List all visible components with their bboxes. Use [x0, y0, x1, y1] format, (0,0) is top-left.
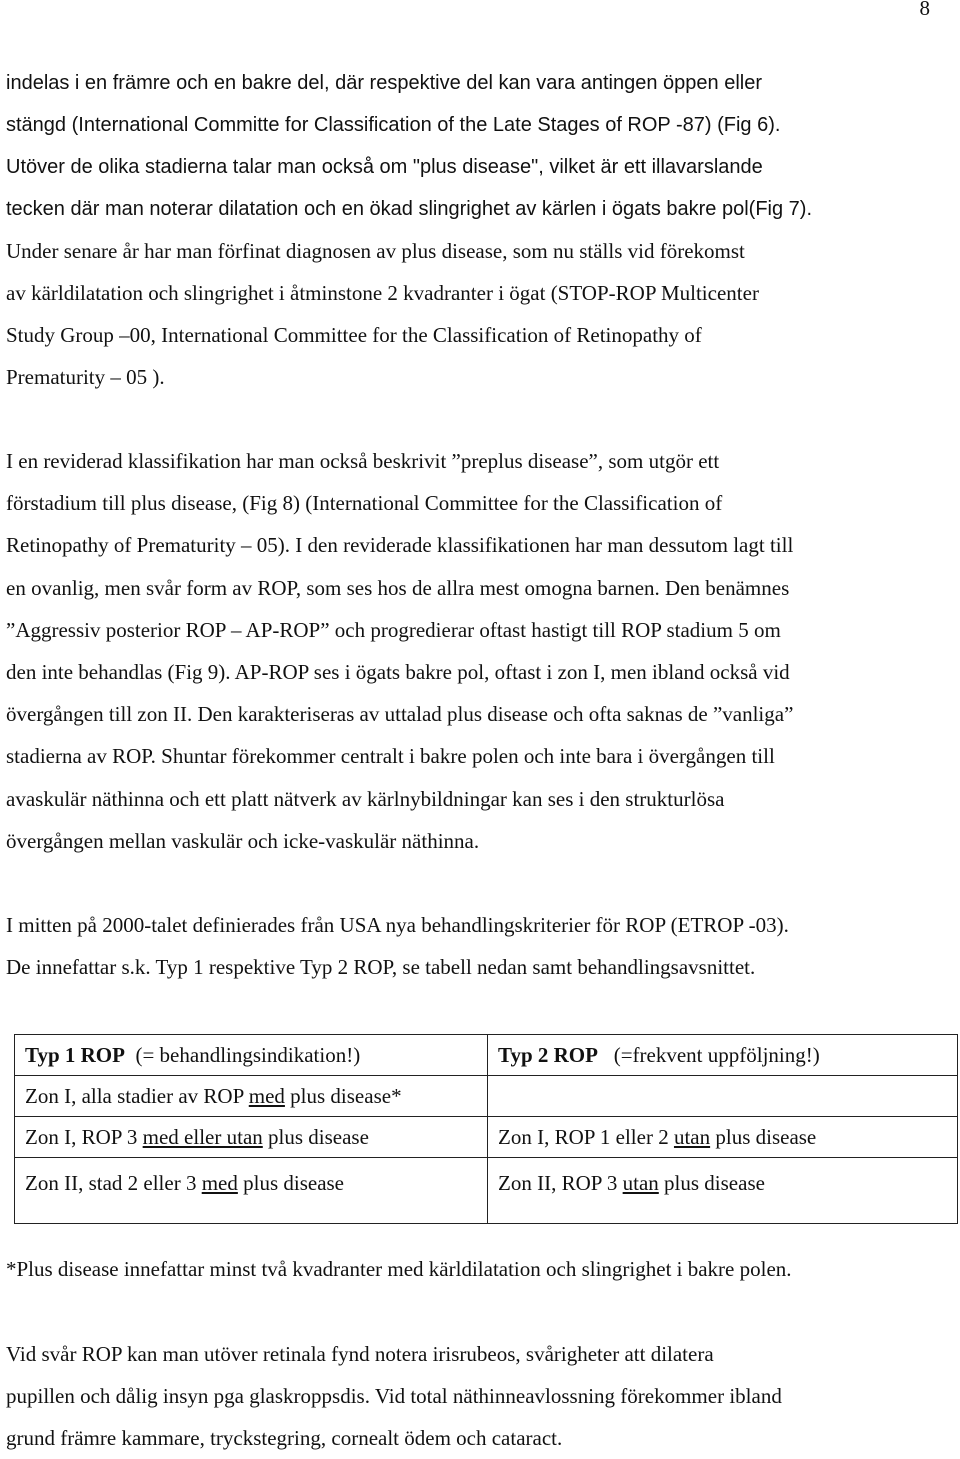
text-line: ”Aggressiv posterior ROP – AP-ROP” och progredierar oftast hastigt till ROP stadium 5 om — [6, 617, 781, 642]
text-line: övergången mellan vaskulär och icke-vaskulär näthinna. — [6, 828, 480, 853]
cell-text: Zon I, ROP 3 — [25, 1125, 143, 1149]
text-line: indelas i en främre och en bakre del, där respektive del kan vara antingen öppen eller — [6, 72, 763, 94]
table-cell — [15, 1076, 488, 1117]
cell-text: plus disease — [237, 1171, 345, 1195]
cell-text: Zon I, ROP 1 eller 2 — [498, 1125, 674, 1149]
text-line: I mitten på 2000-talet definierades från USA nya behandlingskriterier för ROP (ETROP -03). — [6, 913, 789, 937]
table-header-cell-typ1 — [15, 1035, 488, 1076]
rop-type-table — [14, 1034, 958, 1224]
cell-underlined-text: med — [201, 1171, 238, 1195]
cell-underlined-text: med — [248, 1084, 285, 1108]
text-line: tecken där man noterar dilatation och en ökad slingrighet av kärlen i ögats bakre pol(Fig 7). — [6, 198, 813, 220]
text-line: De innefattar s.k. Typ 1 respektive Typ 2 ROP, se tabell nedan samt behandlingsavsnittet. — [6, 955, 756, 979]
table-row — [15, 1117, 958, 1158]
cell-text: plus disease* — [284, 1084, 402, 1108]
table-cell — [488, 1158, 958, 1224]
text-line: stängd (International Committe for Classification of the Late Stages of ROP -87) (Fig 6). — [6, 114, 781, 136]
text-line: av kärldilatation och slingrighet i åtminstone 2 kvadranter i ögat (STOP-ROP Multicenter — [6, 281, 759, 305]
text-line: den inte behandlas (Fig 9). AP-ROP ses i ögats bakre pol, oftast i zon I, men ibland också vid — [6, 660, 790, 685]
cell-text: plus disease — [710, 1125, 817, 1149]
paragraph-etrop — [6, 904, 956, 988]
text-line: Retinopathy of Prematurity – 05). I den reviderade klassifikationen har man dessutom lagt till — [6, 533, 794, 558]
cell-text: plus disease — [262, 1125, 369, 1149]
text-line: Vid svår ROP kan man utöver retinala fynd notera irisrubeos, svårigheter att dilatera — [6, 1342, 714, 1366]
table-header-row — [15, 1035, 958, 1076]
text-line: Study Group –00, International Committee for the Classification of Retinopathy of — [6, 323, 702, 347]
text-line: stadierna av ROP. Shuntar förekommer centralt i bakre polen och inte bara i övergången till — [6, 744, 775, 769]
text-line: pupillen och dålig insyn pga glaskroppsdis. Vid total näthinneavlossning förekommer ibland — [6, 1384, 782, 1408]
typ1-label: Typ 1 ROP — [25, 1043, 125, 1067]
cell-text: Zon II, ROP 3 — [498, 1171, 623, 1195]
cell-underlined-text: utan — [673, 1125, 711, 1149]
typ2-description: (=frekvent uppföljning!) — [613, 1043, 820, 1067]
table-header-cell-typ2 — [488, 1035, 958, 1076]
cell-underlined-text: med eller utan — [142, 1125, 263, 1149]
paragraph-severe-rop — [6, 1333, 956, 1459]
table-cell — [488, 1117, 958, 1158]
text-line: en ovanlig, men svår form av ROP, som ses hos de allra mest omogna barnen. Den benämnes — [6, 575, 790, 600]
text-line: avaskulär näthinna och ett platt nätverk av kärlnybildningar kan ses i den strukturlösa — [6, 786, 725, 811]
paragraph-preplus-aprop — [6, 440, 956, 862]
typ1-description: (= behandlingsindikation!) — [135, 1043, 361, 1067]
cell-text: plus disease — [658, 1171, 765, 1195]
text-line: grund främre kammare, tryckstegring, cornealt ödem och cataract. — [6, 1426, 563, 1450]
table-row — [15, 1158, 958, 1224]
text-line: Under senare år har man förfinat diagnosen av plus disease, som nu ställs vid förekomst — [6, 239, 745, 263]
table-cell — [488, 1076, 958, 1117]
footnote: *Plus disease innefattar minst två kvadranter med kärldilatation och slingrighet i bakre polen. — [6, 1257, 792, 1281]
text-line: förstadium till plus disease, (Fig 8) (International Committee for the Classification of — [6, 491, 723, 516]
typ2-label: Typ 2 ROP — [498, 1043, 598, 1067]
table-cell — [15, 1117, 488, 1158]
text-line: Prematurity – 05 ). — [6, 365, 165, 389]
text-line: I en reviderad klassifikation har man också beskrivit ”preplus disease”, som utgör ett — [6, 449, 720, 473]
cell-underlined-text: utan — [622, 1171, 659, 1195]
page-number: 8 — [919, 0, 930, 20]
paragraph-plus-disease — [6, 62, 956, 398]
cell-text: Zon II, stad 2 eller 3 — [25, 1171, 202, 1195]
cell-text: Zon I, alla stadier av ROP — [25, 1084, 249, 1108]
text-line: övergången till zon II. Den karakteriseras av uttalad plus disease och ofta saknas de ”vanliga” — [6, 702, 794, 727]
text-line: Utöver de olika stadierna talar man också om "plus disease", vilket är ett illavarslande — [6, 156, 763, 178]
table-row — [15, 1076, 958, 1117]
table-cell — [15, 1158, 488, 1224]
